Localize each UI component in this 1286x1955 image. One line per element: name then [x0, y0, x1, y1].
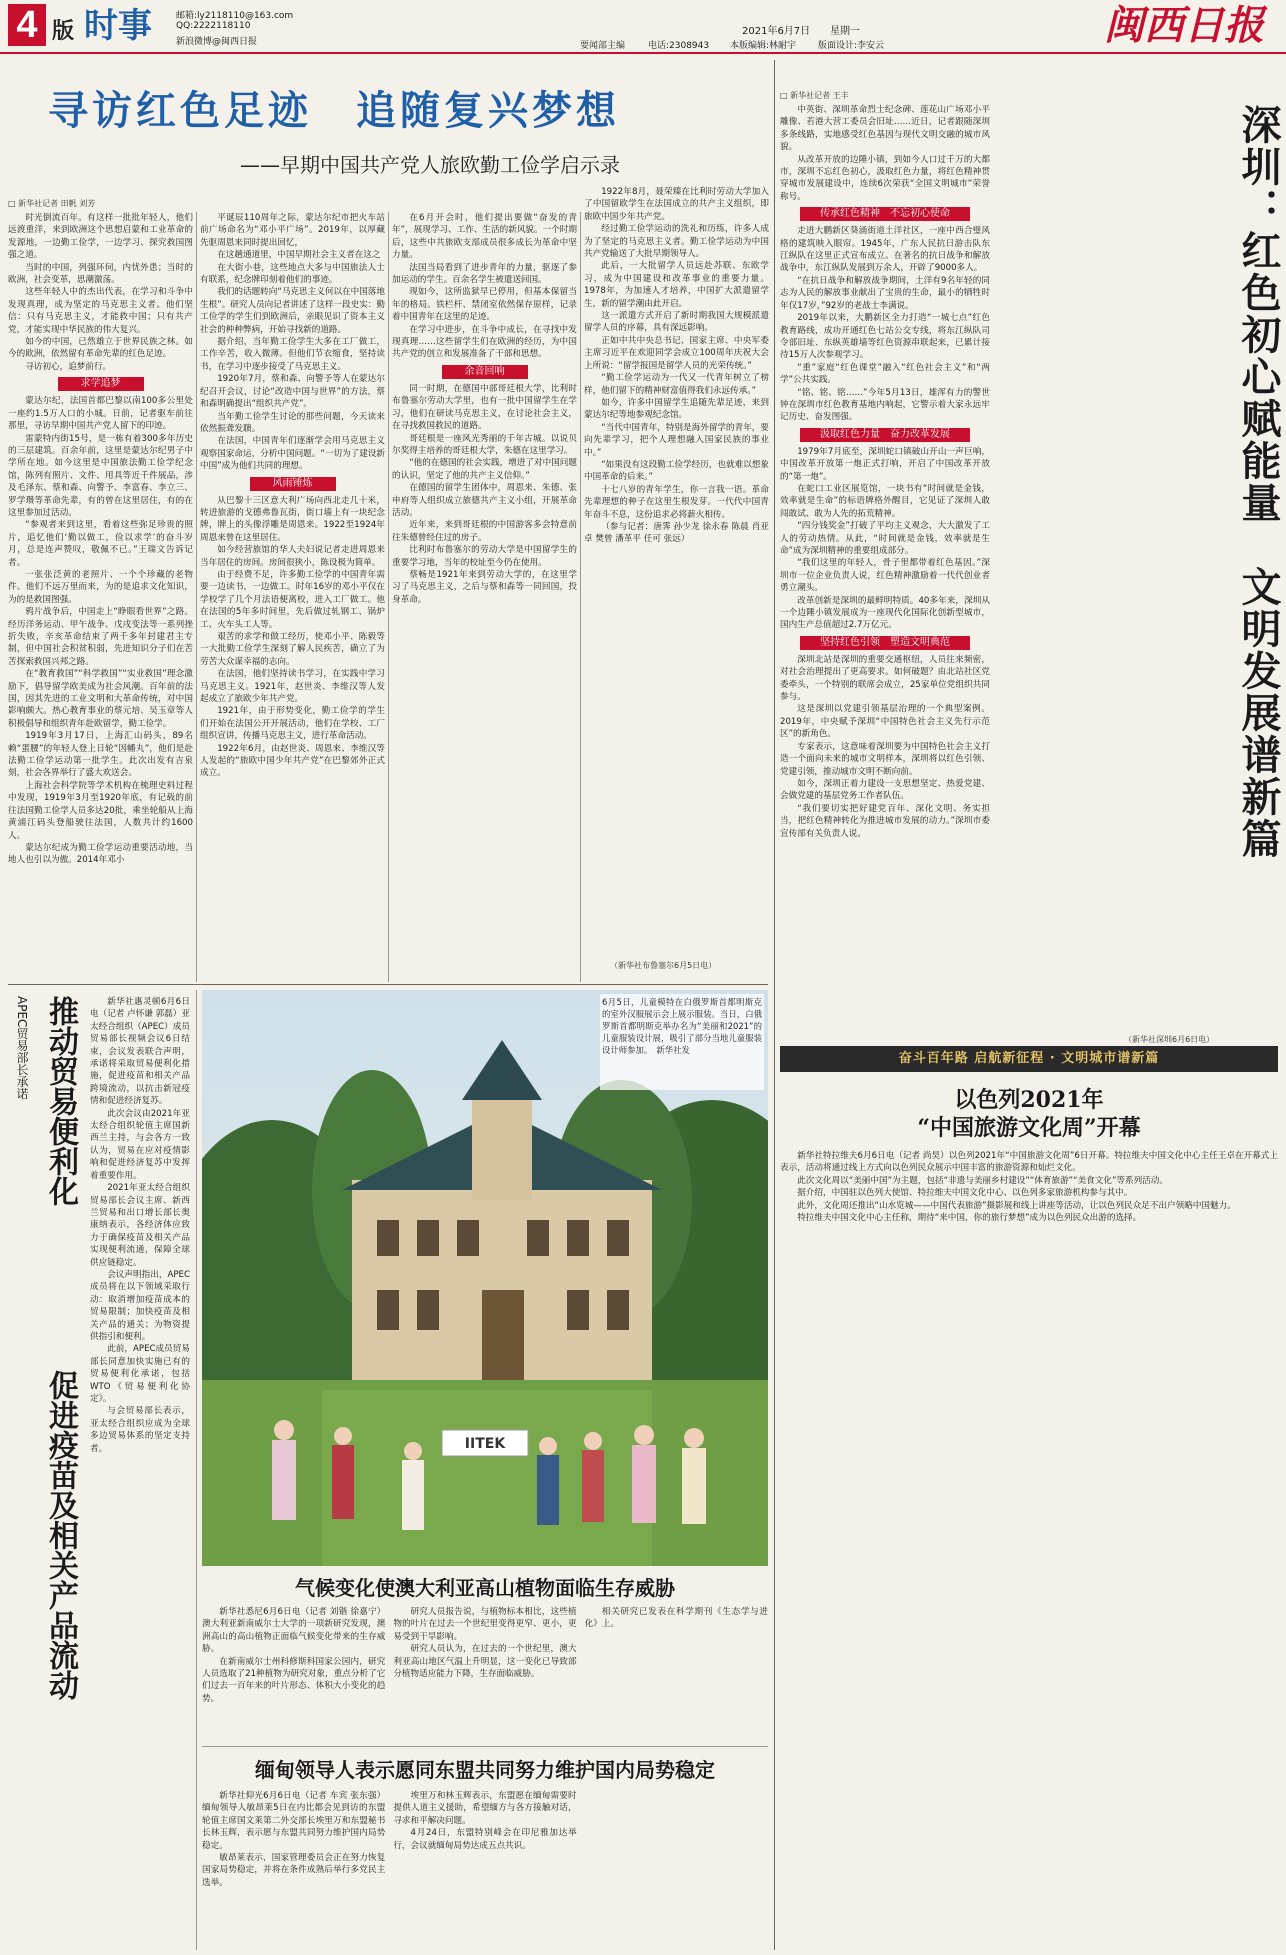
article-paragraph: 埃里万和林玉辉表示，东盟愿在缅甸需要时提供人道主义援助，希望缅方与各方接触对话，寻求和平解决问题。: [393, 1791, 577, 1826]
contact-email: 邮箱:ly2118110@163.com: [176, 11, 294, 21]
lead-paragraph: 在大街小巷，这些地点大多与中国旅法人士有联系，纪念牌印刻着他们的事迹。: [200, 262, 385, 286]
lead-paragraph: 在6月开会时，他们提出要做“奋发的青年”，展现学习、工作、生活的新风貌。一个时期后，这些中共旅欧支部成员很多成长为革命中坚力量。: [392, 213, 577, 261]
lead-paragraph: 在“教育救国”“科学救国”“实业救国”理念激励下，倡导留学欧美成为社会风潮。百年前的法国，因其先进的工业文明和大革命传统，对中国影响颇大。热心教育事业的蔡元培、吴玉章等人积极倡导和组织青年赴欧留学，勤工俭学。: [8, 669, 193, 729]
tourism-paragraph: 此次文化周以“美丽中国”为主题，包括“非遗与美丽乡村建设”“体育旅游”“美食文化”等系列活动。: [797, 1175, 1168, 1186]
right-dateline: （新华社深圳6月6日电）: [1124, 1035, 1215, 1044]
lead-col2-paragraphs: [200, 212, 385, 473]
tourism-title-2: “中国旅游文化周”开幕: [917, 1115, 1141, 1141]
page-number: 4: [8, 4, 46, 46]
news-photo: [202, 990, 768, 1566]
lead-paragraph: 由于经费不足，许多勤工俭学的中国青年需要一边读书，一边做工。时年16岁的邓小平仅在学校学了几个月法语便离校，进入工厂做工。他在法国的5年多时间里，先后做过轧钢工、锅炉工、火车头工人等。: [200, 569, 385, 630]
apec-paragraph: 2021年亚太经合组织贸易部长会议主席、新西兰贸易和出口增长部长奥康纳表示，各经济体应致力于确保疫苗及相关产品实现便利流通，保障全球供应链稳定。: [90, 1183, 190, 1268]
lead-paragraph: 鸦片战争后，中国走上“睁眼看世界”之路。经历洋务运动、甲午战争、戊戌变法等一系列挫折失败，辛亥革命结束了两千多年封建君主专制，但中国社会积贫积弱，先进知识分子们在苦苦探索救国兴邦之路。: [8, 607, 193, 667]
article-paragraph: 在新南威尔士州科修斯科国家公园内，研究人员选取了21种植物为研究对象，重点分析了它们过去一百年来的叶片形态、体积大小变化的趋势。: [202, 1656, 386, 1704]
tourism-title-1: 以色列2021年: [954, 1087, 1104, 1113]
lead-col1-paragraphs: [8, 212, 193, 373]
lead-paragraph: 在学习中进步，在斗争中成长，在寻找中发现真理……这些留学生们在欧洲的经历，为中国共产党的创立和发展准备了干部和思想。: [392, 324, 577, 360]
right-paragraph: “我们这里的年轻人，骨子里都带着红色基因。”深圳市一位企业负责人说，红色精神激励着一代代创业者勇立潮头。: [780, 558, 990, 594]
designer: 版面设计:李安云: [818, 41, 885, 51]
tourism-paragraph: 新华社特拉维夫6月6日电（记者 尚昊）以色列2021年“中国旅游文化周”6日开幕。特拉维夫中国文化中心主任王卓在开幕式上表示，活动将通过线上方式向以色列民众展示中国丰富的旅游资源和灿烂文化。: [780, 1151, 1278, 1174]
article-paragraph: 相关研究已发表在科学期刊《生态学与进化》上。: [584, 1607, 768, 1630]
alps-title: 气候变化使澳大利亚高山植物面临生存威胁: [295, 1576, 675, 1600]
right-paragraph: 1979年7月底至，深圳蛇口镇破山开山一声巨响，中国改革开放第一炮正式打响，开启了中国改革开放的“第一炮”。: [780, 446, 990, 482]
contact-weibo: 新浪微博@闽西日报: [176, 37, 258, 47]
article-paragraph: 研究人员认为，在过去的一个世纪里，澳大利亚高山地区气温上升明显，这一变化已导致部分植物适应能力下降，生存面临威胁。: [393, 1644, 577, 1680]
issue-weekday: 星期一: [830, 26, 860, 37]
section-name: 时事: [84, 6, 152, 46]
lead-paragraph: 1920年7月，蔡和森、向警予等人在蒙达尔纪召开会议，讨论“改造中国与世界”的方法，蔡和森明确提出“组织共产党”。: [200, 374, 385, 410]
lead-paragraph: 比利时布鲁塞尔的劳动大学是中国留学生的重要学习地，当年的校址至今仍在使用。: [392, 545, 577, 568]
lead-paragraph: 一张张泛黄的老照片、一个个珍藏的老物件。他们不远万里而来，为的是追求文化知识，为的是救国图强。: [8, 569, 193, 605]
lead-col2b-paragraphs: [200, 495, 385, 780]
right-paragraph: 在蛇口工业区展览馆，一块书有“时间就是金钱，效率就是生命”的标语牌格外醒目，它见证了深圳人敢闯敢试、敢为人先的拓荒精神。: [780, 483, 990, 519]
lead-paragraph: 法国当局看到了进步青年的力量，驱逐了参加运动的学生。百余名学生被遣送回国。: [392, 262, 577, 286]
right-p3: [780, 654, 990, 840]
photo-caption: 6月5日，儿童模特在白俄罗斯首都明斯克的室外汉服展示会上展示服装。当日，白俄罗斯首都明斯克举办名为“美丽和2021”的儿童服装设计展，吸引了部分当地儿童服装设计师参加。 新华社发: [600, 994, 764, 1090]
alps-body: [202, 1606, 768, 1740]
editor: 本版编辑:林耐宇: [730, 41, 797, 51]
masthead: 闽西日报: [1104, 2, 1264, 49]
lead-paragraph: “如果没有这段勤工俭学经历，也就难以想象中国革命的后来。”: [584, 459, 769, 483]
lead-col3b-paragraphs: [392, 383, 577, 606]
right-paragraph: 中英街、深圳革命烈士纪念碑、莲花山广场邓小平雕像、若港大营工委员会旧址……近日，记者跟随深圳多条线路，实地感受红色基因与现代文明交融的城市风貌。: [780, 105, 990, 153]
right-paragraph: 2019年以来，大鹏新区全力打造“一城七点”红色教育路线，成功开通红色七站公交专线，将东江纵队司令部旧址、东纵英雄墙等红色资源串联起来，已累计接待15万人次参观学习。: [780, 313, 990, 361]
apec-paragraph: 与会贸易部长表示，亚太经合组织应成为全球多边贸易体系的坚定支持者。: [90, 1406, 190, 1454]
lead-paragraph: 寻访初心，追梦前行。: [25, 361, 112, 372]
lead-paragraph: 我们的话题转向“马克思主义何以在中国落地生根”。研究人员向记者讲述了这样一段史实：勤工俭学的学生们到欧洲后，亲眼见识了资本主义社会的种种弊病，开始寻找新的道路。: [200, 287, 385, 335]
right-paragraph: “我们要切实把好建党百年、深化文明、务实担当，把红色精神转化为推进城市发展的动力。”深圳市委宣传部有关负责人说。: [780, 803, 990, 839]
apec-paragraph: 此次会议由2021年亚太经合组织轮值主席国新西兰主持，与会各方一致认为，贸易在应对疫情影响和促进经济复苏中发挥着重要作用。: [90, 1108, 190, 1181]
tourism-body: [780, 1150, 1278, 1950]
right-paragraph: 从改革开放的边陲小镇，到如今人口过千万的大都市，深圳不忘红色初心，汲取红色力量，将红色精神贯穿城市发展建设中，连续6次荣获“全国文明城市”荣誉称号。: [780, 154, 990, 202]
lead-paragraph: 这些年轻人中的杰出代表，在学习和斗争中发现真理，成为坚定的马克思主义者。他们坚信：只有马克思主义，才能救中国；只有共产党，才能实现中华民族的伟大复兴。: [8, 287, 193, 335]
article-paragraph: 4月24日，东盟特别峰会在印尼雅加达举行，会议就缅甸局势达成五点共识。: [393, 1828, 577, 1851]
subhead-qiuxue: 求学追梦: [58, 377, 144, 391]
lead-col1b-paragraphs: [8, 395, 193, 866]
apec-title-1: 推动贸易便利化: [43, 996, 78, 1206]
right-byline: □ 新华社记者 王丰: [780, 91, 849, 100]
phone: 电话:2308943: [648, 41, 710, 51]
page-header: [0, 0, 1286, 54]
article-paragraph: 敏昂莱表示，国家管理委员会正在努力恢复国家局势稳定，并将在条件成熟后举行多党民主选举。: [202, 1853, 386, 1888]
square-icon: □: [8, 199, 19, 208]
lead-paragraph: 十七八岁的青年学生，你一言我一语。革命先辈理想的种子在这里生根发芽。一代代中国青年奋斗不息，这份追求必将薪火相传。: [584, 484, 769, 520]
lead-col4-paragraphs: [584, 186, 769, 546]
lead-paragraph: 蒙达尔纪，法国首都巴黎以南100多公里处一座约1.5万人口的小城。日前，记者驱车前往那里，寻访早期中国共产党人留下的印迹。: [8, 396, 193, 432]
tourism-paragraph: 此外，文化周还推出“山水览城——中国代表旅游”摄影展和线上讲座等活动，让以色列民众足不出户领略中国魅力。: [797, 1200, 1236, 1211]
article-paragraph: 新华社悉尼6月6日电（记者 刘锴 徐嘉宁）澳大利亚新南威尔士大学的一项新研究发现，澳洲高山的高山植物正面临气候变化带来的生存威胁。: [202, 1607, 386, 1655]
right-column-2: [996, 104, 1222, 1044]
lead-paragraph: 在法国，他们坚持读书学习，在实践中学习马克思主义。1921年，赵世炎、李维汉等人发起成立了旅欧少年共产党。: [200, 669, 385, 705]
lead-title: 寻访红色足迹 追随复兴梦想: [48, 87, 620, 134]
lead-paragraph: 1921年，由于形势变化，勤工俭学的学生们开始在法国公开开展活动，他们在学校、工厂组织宣讲，传播马克思主义，进行革命活动。: [200, 706, 385, 742]
lead-paragraph: 正如中共中央总书记、国家主席、中央军委主席习近平在欢迎同学会成立100周年庆祝大会上所说：“留学报国是留学人员的光荣传统。”: [584, 335, 769, 371]
right-paragraph: 如今，深圳正着力建设一支思想坚定、热爱党建、会做党建的基层党务工作者队伍。: [780, 778, 990, 802]
apec-title-2: 促进疫苗及相关产品流动: [43, 1370, 78, 1700]
square-icon: □: [780, 91, 791, 100]
subhead-fengyu: 风雨锤炼: [250, 477, 336, 491]
apec-paragraph: 新华社惠灵顿6月6日电（记者 卢怀谦 郭磊）亚太经合组织（APEC）成员贸易部长视频会议6日结束，会议发表联合声明，承诺将采取贸易便利化措施，促进疫苗和相关产品跨境流动，以抗击新冠疫情和促进经济复苏。: [90, 997, 190, 1107]
lead-paragraph: 上海社会科学院等学术机构在梳理史料过程中发现，1919年3月至1920年底，有记载的前往法国勤工俭学人员多达20批，乘坐轮船从上海黄浦江码头登船驶往法国，人数共计约1600人。: [8, 780, 193, 841]
tourism-paragraph: 特拉维夫中国文化中心主任称，期待“来中国，你的旅行梦想”成为以色列民众出游的选择。: [797, 1213, 1142, 1224]
contact-qq: QQ:2222118110: [176, 21, 251, 31]
lead-paragraph: 艰苦的求学和做工经历，使邓小平、陈毅等一大批勤工俭学生深刻了解人民疾苦，确立了为劳苦大众谋幸福的志向。: [200, 632, 385, 667]
lead-subtitle: ——早期中国共产党人旅欧勤工俭学启示录: [240, 153, 620, 177]
right-paragraph: “四分钱奖金”打破了平均主义观念，大大激发了工人的劳动热情。从此，“时间就是金钱，效率就是生命”成为深圳精神的重要组成部分。: [780, 521, 990, 556]
right-paragraph: 这是深圳以党建引领基层治理的一个典型案例。2019年，中央赋予深圳“中国特色社会主义先行示范区”的新角色。: [780, 704, 990, 740]
lead-paragraph: 蔡畅是1921年来到劳动大学的，在这里学习了马克思主义，之后与蔡和森等一同回国，投身革命。: [392, 569, 577, 605]
photo-sign-text: IITEK: [464, 1436, 506, 1452]
subhead-yuyin: 余音回响: [442, 365, 528, 379]
lead-paragraph: 在德国的留学生团体中，周恩来、朱德、张申府等人组织成立旅德共产主义小组，开展革命活动。: [392, 483, 577, 518]
campaign-banner: 奋斗百年路 启航新征程 · 文明城市谱新篇: [780, 1046, 1278, 1072]
lead-paragraph: 时光倒流百年。有这样一批批年轻人，他们远渡重洋，来到欧洲这个思想启蒙和工业革命的发源地，一边勤工俭学，一边学习、探究救国图强之道。: [8, 213, 193, 261]
lead-paragraph: 从巴黎十三区意大利广场向西北走几十米，转进旅游的戈德弗鲁瓦街，街口墙上有一块纪念牌，牌上的头像浮雕是周恩来。1922至1924年周恩来曾在这里居住。: [200, 495, 385, 543]
lead-byline: □ 新华社记者 田帆 刘芳: [8, 199, 96, 208]
issue-date: 2021年6月7日: [742, 26, 811, 37]
article-paragraph: 新华社仰光6月6日电（记者 车宾 张东强）缅甸领导人敏昂莱5日在内比都会见到访的东盟轮值主席国文莱第二外交部长埃里万和东盟秘书长林玉辉，表示愿与东盟共同努力维护国内局势稳定。: [202, 1791, 386, 1851]
right-paragraph: 改革创新是深圳的最鲜明特质。40多年来，深圳从一个边陲小镇发展成为一座现代化国际化创新型城市，国内生产总值超过2.7万亿元。: [780, 595, 990, 631]
right-paragraph: 专家表示，这意味着深圳要为中国特色社会主义打造一个面向未来的城市文明样本，深圳将以红色引领、党建引领，推动城市文明不断向前。: [780, 741, 990, 777]
lead-paragraph: 雷蒙特内街15号，是一栋有着300多年历史的三层建筑。百余年前，这里是蒙达尔纪男子中学所在地。如今这里是中国旅法勤工俭学纪念馆，陈列有照片、文件、用具等近千件展品，涉及毛泽东、蔡和森、向警予、李富春、李立三、罗学瓒等革命先辈，有的曾在这里居住，有的在这里参加过活动。: [8, 433, 193, 518]
subhead-jiqu: 汲取红色力量 奋力改革发展: [800, 428, 970, 442]
lead-column-2: [200, 212, 385, 980]
lead-paragraph: 如今，许多中国留学生追随先辈足迹，来到蒙达尔纪等地参观纪念馆。: [584, 397, 769, 421]
lead-paragraph: 1919年3月17日，上海汇山码头，89名赖“蛋腰”的年轻人登上日轮“因幡丸”，他们是赴法勤工俭学运动第一批学生。此次出发有吉泉刻，社会各界举行了盛大欢送会。: [8, 731, 193, 779]
right-paragraph: “铭、铭、铭……”今年5月13日，雄浑有力的警世钟在深圳市红色教育基地内响起，它警示着大家永远牢记历史、奋发图强。: [780, 387, 990, 423]
lead-paragraph: 据介绍，当年勤工俭学生大多在工厂做工，工作辛苦，收入微薄。但他们节衣缩食，坚持读书，在学习中逐步接受了马克思主义。: [200, 337, 385, 372]
subhead-jianchi: 坚持红色引领 塑造文明典范: [800, 636, 970, 650]
tourism-paragraph: 据介绍，中国驻以色列大使馆、特拉维夫中国文化中心、以色列多家旅游机构参与其中。: [797, 1188, 1133, 1199]
apec-kicker: APEC贸易部长承诺: [15, 996, 29, 1100]
lead-paragraph: 如今的中国，已然雄立于世界民族之林。如今的欧洲，依然留有革命先辈的红色足迹。: [8, 337, 193, 360]
apec-paragraph: 会议声明指出，APEC成员将在以下领域采取行动：取消增加疫苗成本的贸易限制；加快疫苗及相关产品的通关；为物资提供指引和便利。: [90, 1269, 190, 1342]
subhead-chuancheng: 传承红色精神 不忘初心使命: [800, 207, 970, 221]
lead-paragraph: 同一时期，在德国中部哥廷根大学，比利时布鲁塞尔劳动大学里，也有一批中国留学生在学习，他们在研读马克思主义，在讨论社会主义，在寻找救国救民的道路。: [392, 383, 577, 432]
right-p1: [780, 225, 990, 424]
lead-paragraph: 在这趟通道里，中国早期社会主义者在这之: [217, 250, 381, 261]
right-paragraph: “重”家庭“红色课堂”融入“红色社会主义”和“两学”公共实践。: [780, 362, 990, 386]
lead-col3-paragraphs: [392, 212, 577, 361]
lead-column-3: [392, 212, 577, 980]
lead-paragraph: 1922年6月，由赵世炎、周恩来、李维汉等人发起的“旅欧中国少年共产党”在巴黎郊外正式成立。: [200, 743, 385, 779]
lead-paragraph: 当时的中国，列强环伺，内忧外患；当时的欧洲，社会变革，思潮激荡。: [8, 262, 193, 286]
lead-paragraph: 经过勤工俭学运动的洗礼和历练，许多人成为了坚定的马克思主义者。勤工俭学运动为中国共产党输送了大批早期领导人。: [584, 224, 769, 260]
lead-paragraph: 现如今，这所监狱早已停用，但基本保留当年的格局。铁栏杆、禁闭室依然保存原样，记录着中国青年在这里的足迹。: [392, 287, 577, 323]
lead-paragraph: “他的在德国的社会实践，增进了对中国问题的认识，坚定了他的共产主义信仰。”: [392, 458, 577, 481]
chief-editor: 要闻部主编: [580, 41, 626, 51]
apec-paragraph: 此前，APEC成员贸易部长同意加快实施已有的贸易便利化承诺，包括WTO《贸易便利化协定》。: [90, 1344, 190, 1404]
lead-paragraph: 1922年8月，聂荣臻在比利时劳动大学加入了中国留欧学生在法国成立的共产主义组织，即旅欧中国少年共产党。: [584, 187, 769, 222]
lead-paragraph: （参与记者：唐霁 孙少龙 徐永春 陈晨 肖亚卓 樊曾 潘革平 任可 张远）: [584, 521, 769, 545]
right-column: [780, 104, 990, 1044]
lead-paragraph: 蒙达尔纪成为勤工俭学运动重要活动地，当地人也引以为傲。2014年邓小: [8, 842, 193, 866]
right-paragraph: 走进大鹏新区葵涌街道土洋社区，一座中西合璧风格的建筑映入眼帘。1945年，广东人民抗日游击队东江纵队在这里正式宣布成立。在著名的抗日战争和解放战争中，东江纵队发展到万余人，开辟了9000多人。: [780, 226, 990, 274]
right-paragraph: 深圳北站是深圳的重要交通枢纽，人员往来频密，对社会治理提出了更高要求。如何破题？由北站社区党委牵头，一个特别的联席会成立，25家单位党组织共同参与。: [780, 654, 990, 703]
lead-paragraph: “勤工俭学运动为一代又一代青年树立了榜样，他们留下的精神财富值得我们永远传承。”: [584, 373, 769, 396]
right-intro: [780, 104, 990, 203]
lead-paragraph: 在法国，中国青年们逐渐学会用马克思主义观察国家命运，分析中国问题。“一切为了建设新中国”成为他们共同的理想。: [200, 436, 385, 472]
lead-paragraph: 平诞辰110周年之际，蒙达尔纪市把火车站前广场命名为“邓小平广场”。2019年，以厚藏先驱周恩来同时提出回忆，: [200, 213, 385, 248]
lead-paragraph: 如今经营旅馆的华人夫妇说记者走进周恩来当年居住的房间。房间很狭小，陈设极为简单。: [200, 545, 385, 568]
lead-paragraph: “参观者来到这里，看着这些弥足珍贵的照片，追忆他们‘勤以做工，俭以求学’的奋斗岁月，总是连声赞叹，敬佩不已。”王瑞文告诉记者。: [8, 520, 193, 568]
lead-dateline: （新华社布鲁塞尔6月5日电）: [610, 961, 717, 970]
apec-body: [90, 996, 190, 1946]
lead-paragraph: 这一派遣方式开启了新时期我国大规模派遣留学人员的序幕，具有深远影响。: [584, 311, 769, 334]
right-paragraph: “在抗日战争和解放战争期间，土洋有9名年轻的同志为人民的解放事业献出了宝贵的生命，最小的牺牲时年仅17岁，”92岁的老战士李满说。: [780, 275, 990, 311]
article-paragraph: 研究人员报告说，与植物标本相比，这些植物的叶片在过去一个世纪里变得更窄、更小，更易受到干旱影响。: [393, 1607, 577, 1642]
myanmar-title: 缅甸领导人表示愿同东盟共同努力维护国内局势稳定: [255, 1758, 715, 1782]
right-title: 深圳：红色初心赋能量 文明发展谱新篇: [1235, 104, 1282, 860]
lead-column-4: [584, 186, 769, 956]
page-unit: 版: [52, 19, 75, 44]
myanmar-body: [202, 1790, 768, 1948]
right-p2: [780, 446, 990, 632]
lead-column-1: [8, 212, 193, 980]
lead-paragraph: 此后，一大批留学人员远赴苏联、东欧学习，成为中国建设和改革事业的重要力量。1978年，为加速人才培养，中国扩大派遣留学生，新的留学潮由此开启。: [584, 261, 769, 309]
lead-paragraph: “当代中国青年，特别是海外留学的青年，要向先辈学习，把个人理想融入国家民族的事业中。”: [584, 422, 769, 458]
lead-paragraph: 近年来，来到哥廷根的中国游客多会特意前往朱德曾经住过的房子。: [392, 520, 577, 543]
lead-paragraph: 哥廷根是一座风光秀丽的千年古城。以说贝尔奖得主培养的哥廷根大学，朱德在这里学习。: [392, 433, 577, 456]
lead-paragraph: 当年勤工俭学生讨论的那些问题，今天读来依然振聋发聩。: [200, 411, 385, 434]
